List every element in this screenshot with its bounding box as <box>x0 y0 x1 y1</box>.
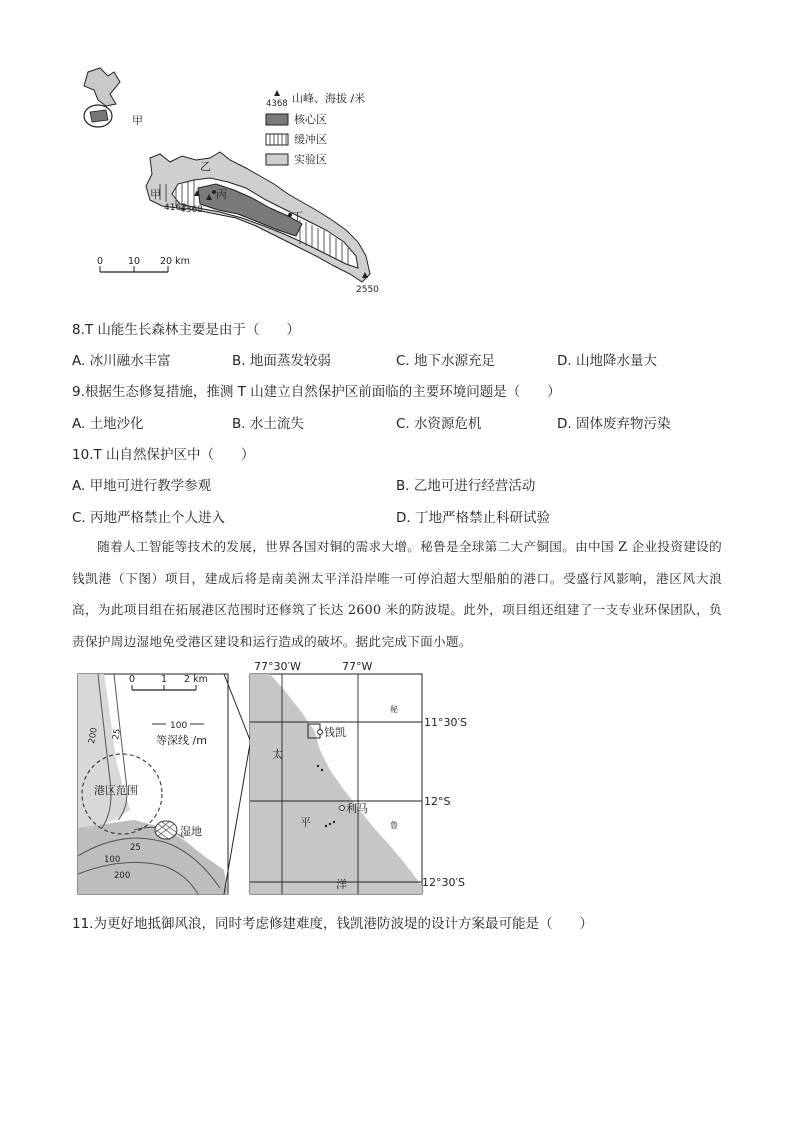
map-legend <box>266 90 365 166</box>
svg-text:25: 25 <box>111 728 123 741</box>
svg-text:等深线 /m: 等深线 /m <box>156 734 207 747</box>
label-bing: 丙 <box>216 188 227 201</box>
svg-text:0: 0 <box>129 674 136 685</box>
port-map <box>74 660 467 900</box>
q9-option-b[interactable]: B. 水土流失 <box>232 416 304 432</box>
regional-panel <box>250 660 467 894</box>
svg-text:太: 太 <box>272 748 283 761</box>
svg-text:4368: 4368 <box>266 99 288 109</box>
svg-text:1: 1 <box>161 674 168 685</box>
svg-text:100: 100 <box>104 855 121 865</box>
label-jia: 甲 <box>150 188 161 201</box>
port-detail-panel <box>78 674 250 894</box>
inset-label-jia: 甲 <box>132 114 143 127</box>
question-10: 10.T 山自然保护区中（ ） <box>72 447 255 463</box>
label-yi: 乙 <box>200 160 211 173</box>
port-area-label: 港区范围 <box>94 784 138 797</box>
question-11: 11.为更好地抵御风浪，同时考虑修建难度，钱凯港防波堤的设计方案最可能是（ ） <box>72 916 593 932</box>
svg-text:12°S: 12°S <box>424 795 451 808</box>
elev-4368: 4368 <box>180 205 203 215</box>
svg-text:20 km: 20 km <box>160 256 190 267</box>
svg-text:77°W: 77°W <box>342 660 373 673</box>
svg-text:12°30′S: 12°30′S <box>422 876 465 889</box>
svg-text:0: 0 <box>97 256 104 267</box>
q10-option-c[interactable]: C. 丙地严格禁止个人进入 <box>72 510 226 526</box>
svg-text:11°30′S: 11°30′S <box>424 716 467 729</box>
reserve-map <box>70 60 400 300</box>
q8-option-c[interactable]: C. 地下水源充足 <box>396 353 496 369</box>
svg-text:100: 100 <box>170 721 188 731</box>
svg-text:鲁: 鲁 <box>390 821 398 830</box>
svg-text:缓冲区: 缓冲区 <box>294 133 327 146</box>
elev-4162: 4162 <box>164 203 187 213</box>
question-8: 8.T 山能生长森林主要是由于（ ） <box>72 322 300 338</box>
q10-option-a[interactable]: A. 甲地可进行教学参观 <box>72 478 212 494</box>
svg-text:10: 10 <box>128 256 141 267</box>
reading-passage: 随着人工智能等技术的发展，世界各国对铜的需求大增。秘鲁是全球第二大产铜国。由中国 Z 企业投资建设的钱凯港（下图）项目，建成后将是南美洲太平洋沿岸唯一可停泊超大型船舶的港口。受盛行风影响，港区风大浪高，为此项目组在拓展港区范围时还修筑了长达 2600 米的防波堤。此外，项目组还组建了一支专业环保团队，负责保护周边湿地免受港区建设和运行造成的破坏。据此完成下面小题。 <box>72 539 722 649</box>
qiankai-label: 钱凯 <box>324 726 346 739</box>
q10-option-d[interactable]: D. 丁地严格禁止科研试验 <box>396 510 550 526</box>
q8-option-b[interactable]: B. 地面蒸发较弱 <box>232 353 331 369</box>
svg-text:25: 25 <box>130 843 141 853</box>
svg-text:200: 200 <box>87 726 100 745</box>
q9-option-a[interactable]: A. 土地沙化 <box>72 416 144 432</box>
svg-text:山峰、海拔 /米: 山峰、海拔 /米 <box>292 92 366 105</box>
q10-option-b[interactable]: B. 乙地可进行经营活动 <box>396 478 536 494</box>
inset-map <box>84 68 120 127</box>
elev-2550: 2550 <box>356 285 379 295</box>
question-9: 9.根据生态修复措施，推测 T 山建立自然保护区前面临的主要环境问题是（ ） <box>72 384 561 400</box>
q8-option-a[interactable]: A. 冰川融水丰富 <box>72 353 171 369</box>
q9-option-d[interactable]: D. 固体废弃物污染 <box>557 416 671 432</box>
svg-text:秘: 秘 <box>390 705 398 714</box>
svg-text:200: 200 <box>114 871 131 881</box>
label-ding: 丁 <box>292 210 303 223</box>
svg-text:洋: 洋 <box>336 878 347 891</box>
svg-text:核心区: 核心区 <box>294 113 327 126</box>
q8-option-d[interactable]: D. 山地降水量大 <box>557 353 657 369</box>
scale-bar <box>97 256 190 272</box>
svg-text:77°30′W: 77°30′W <box>254 660 301 673</box>
svg-text:2 km: 2 km <box>184 674 208 685</box>
svg-text:平: 平 <box>300 816 311 829</box>
svg-text:实验区: 实验区 <box>294 153 327 166</box>
q9-option-c[interactable]: C. 水资源危机 <box>396 416 482 432</box>
wetland-label: 湿地 <box>180 825 202 838</box>
lima-label: 利马 <box>346 802 368 815</box>
